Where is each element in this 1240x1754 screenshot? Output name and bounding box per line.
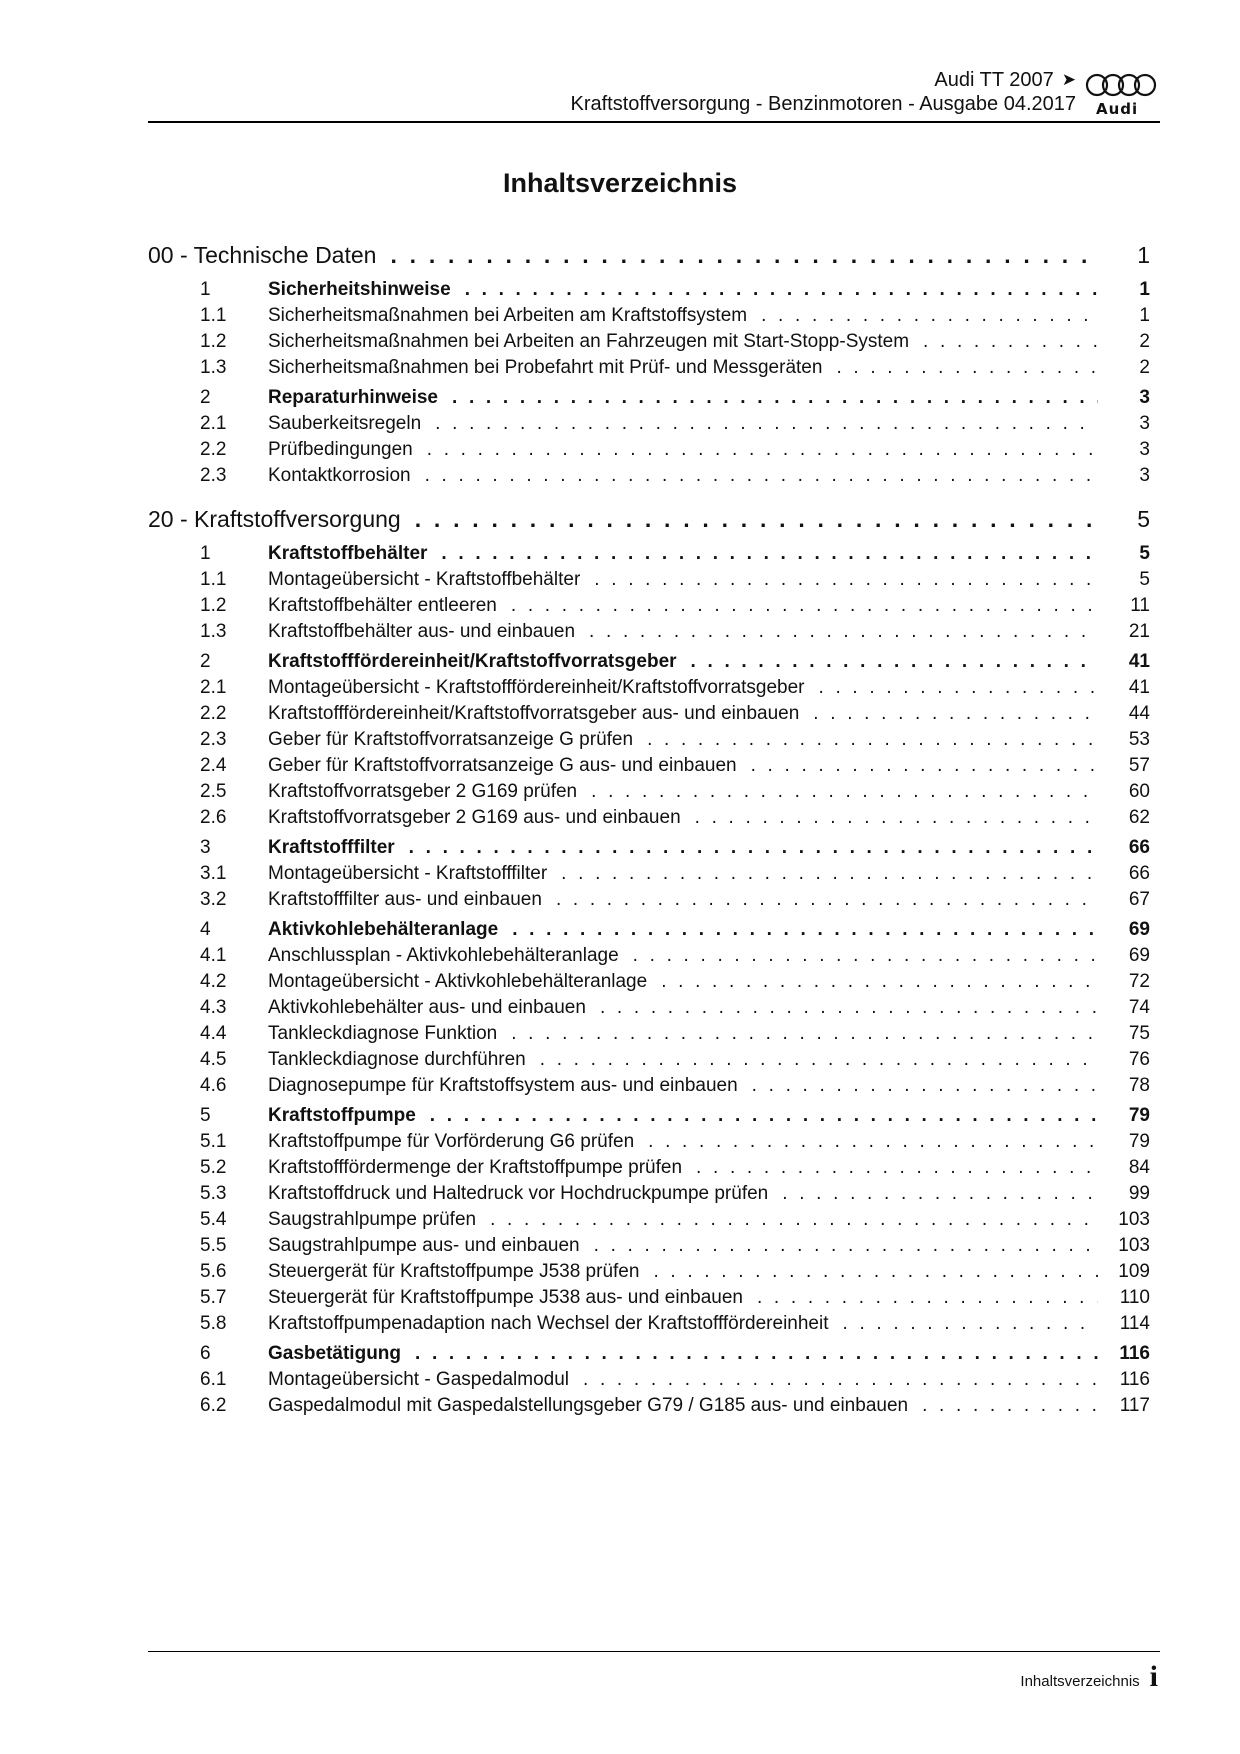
toc-subsection-entry[interactable] — [148, 437, 1150, 463]
toc-section-group — [148, 649, 1150, 831]
audi-rings-icon — [1084, 72, 1158, 100]
toc-entry-page: 1 — [1137, 242, 1150, 268]
dot-leader — [490, 1207, 1098, 1233]
toc-entry-page: 103 — [1118, 1235, 1150, 1256]
toc-entry-number: 2.1 — [200, 413, 227, 434]
toc-entry-number: 4.3 — [200, 997, 227, 1018]
toc-subsection-entry[interactable] — [148, 861, 1150, 887]
dot-leader — [752, 1073, 1098, 1099]
dot-leader — [465, 277, 1098, 303]
toc-entry-page: 62 — [1128, 807, 1150, 828]
toc-entry-page: 44 — [1128, 703, 1150, 724]
toc-subsection-entry[interactable] — [148, 1311, 1150, 1337]
toc-entry-title: Montageübersicht - Kraftstofffördereinheit/Kraftstoffvorratsgeber — [268, 677, 805, 698]
footer-page-number: i — [1149, 1660, 1158, 1693]
toc-entry-page: 53 — [1128, 729, 1150, 750]
toc-entry-number: 5 — [200, 1105, 211, 1126]
toc-entry-title: Montageübersicht - Gaspedalmodul — [268, 1369, 570, 1390]
toc-entry-number: 1 — [200, 543, 211, 564]
dot-leader — [695, 805, 1098, 831]
toc-entry-number: 1.2 — [200, 331, 227, 352]
footer-rule — [148, 1651, 1160, 1652]
toc-entry-title: Kraftstoffbehälter aus- und einbauen — [268, 621, 576, 642]
toc-section-entry[interactable] — [148, 835, 1150, 861]
toc-subsection-entry[interactable] — [148, 1129, 1150, 1155]
toc-entry-number: 2.3 — [200, 729, 227, 750]
toc-section-group — [148, 385, 1150, 489]
toc-entry-page: 66 — [1128, 837, 1150, 858]
dot-leader — [751, 753, 1098, 779]
toc-subsection-entry[interactable] — [148, 701, 1150, 727]
toc-entry-page: 11 — [1130, 595, 1150, 616]
toc-entry-title: Aktivkohlebehälter aus- und einbauen — [268, 997, 586, 1018]
toc-entry-page: 67 — [1128, 889, 1150, 910]
toc-entry-page: 79 — [1128, 1131, 1150, 1152]
footer-label: Inhaltsverzeichnis — [1020, 1673, 1140, 1690]
toc-entry-title: Saugstrahlpumpe prüfen — [268, 1209, 477, 1230]
toc-entry-title: Geber für Kraftstoffvorratsanzeige G aus- und einbauen — [268, 755, 737, 776]
dot-leader — [594, 567, 1098, 593]
toc-entry-number: 1.3 — [200, 621, 227, 642]
toc-entry-title: 20 - Kraftstoffversorgung — [148, 506, 401, 532]
toc-entry-title: Sicherheitsmaßnahmen bei Arbeiten an Fahrzeugen mit Start-Stopp-System — [268, 331, 910, 352]
toc-entry-title: Kontaktkorrosion — [268, 465, 411, 486]
toc-entry-title: Kraftstofffördereinheit/Kraftstoffvorratsgeber — [268, 651, 677, 672]
toc-subsection-entry[interactable] — [148, 463, 1150, 489]
toc-entry-title: Kraftstofffördereinheit/Kraftstoffvorratsgeber aus- und einbauen — [268, 703, 800, 724]
toc-entry-number: 4.2 — [200, 971, 227, 992]
dot-leader — [589, 619, 1098, 645]
dot-leader — [511, 593, 1098, 619]
toc-entry-page: 69 — [1128, 945, 1150, 966]
toc-entry-page: 110 — [1119, 1287, 1150, 1308]
toc-entry-title: Kraftstofffördermenge der Kraftstoffpumpe prüfen — [268, 1157, 683, 1178]
toc-entry-title: Aktivkohlebehälteranlage — [268, 919, 499, 940]
toc-chapter — [148, 501, 1150, 1419]
toc-entry-number: 2.2 — [200, 439, 227, 460]
toc-entry-number: 5.6 — [200, 1261, 227, 1282]
toc-entry-title: Sicherheitsmaßnahmen bei Arbeiten am Kraftstoffsystem — [268, 305, 748, 326]
toc-entry-number: 5.5 — [200, 1235, 227, 1256]
dot-leader — [782, 1181, 1098, 1207]
dot-leader — [540, 1047, 1098, 1073]
toc-entry-number: 5.4 — [200, 1209, 227, 1230]
toc-entry-title: Steuergerät für Kraftstoffpumpe J538 aus- und einbauen — [268, 1287, 743, 1308]
toc-entry-page: 103 — [1118, 1209, 1150, 1230]
dot-leader — [390, 237, 1098, 273]
toc-entry-page: 2 — [1139, 357, 1150, 378]
toc-entry-title: Prüfbedingungen — [268, 439, 413, 460]
toc-subsection-entry[interactable] — [148, 303, 1150, 329]
dot-leader — [409, 835, 1098, 861]
header-model: Audi TT 2007 — [934, 69, 1054, 91]
toc-entry-page: 2 — [1139, 331, 1150, 352]
toc-entry-page: 74 — [1128, 997, 1150, 1018]
toc-entry-title: Tankleckdiagnose durchführen — [268, 1049, 526, 1070]
toc-entry-page: 117 — [1119, 1395, 1150, 1416]
dot-leader — [435, 411, 1098, 437]
toc-entry-number: 2 — [200, 387, 211, 408]
toc-entry-title: Gasbetätigung — [268, 1343, 402, 1364]
toc-entry-page: 109 — [1118, 1261, 1150, 1282]
page-footer — [1020, 1660, 1158, 1694]
toc-entry-page: 72 — [1128, 971, 1150, 992]
toc-entry-title: Kraftstoffpumpenadaption nach Wechsel der Kraftstofffördereinheit — [268, 1313, 829, 1334]
toc-entry-page: 3 — [1139, 465, 1150, 486]
toc-chapter-entry[interactable] — [148, 237, 1150, 273]
header-subtitle: Kraftstoffversorgung - Benzinmotoren - Ausgabe 04.2017 — [570, 93, 1076, 115]
toc-subsection-entry[interactable] — [148, 943, 1150, 969]
toc-entry-title: Montageübersicht - Kraftstofffilter — [268, 863, 548, 884]
toc-entry-number: 5.1 — [200, 1131, 227, 1152]
dot-leader — [583, 1367, 1098, 1393]
toc-entry-number: 2.1 — [200, 677, 227, 698]
toc-entry-number: 5.2 — [200, 1157, 227, 1178]
dot-leader — [427, 437, 1098, 463]
toc-entry-number: 1.1 — [200, 569, 227, 590]
toc-entry-number: 3.2 — [200, 889, 227, 910]
dot-leader — [661, 969, 1098, 995]
audi-logo — [1084, 72, 1158, 118]
toc-entry-page: 79 — [1128, 1105, 1150, 1126]
audi-logo-text: Audi — [1096, 100, 1139, 118]
dot-leader — [415, 501, 1098, 537]
toc-entry-number: 4 — [200, 919, 211, 940]
toc-entry-page: 1 — [1139, 305, 1150, 326]
toc-entry-number: 4.4 — [200, 1023, 227, 1044]
toc-section-entry[interactable] — [148, 917, 1150, 943]
toc-subsection-entry[interactable] — [148, 969, 1150, 995]
toc-subsection-entry[interactable] — [148, 675, 1150, 701]
toc-entry-number: 1 — [200, 279, 211, 300]
toc-subsection-entry[interactable] — [148, 411, 1150, 437]
toc-subsection-entry[interactable] — [148, 779, 1150, 805]
toc-entry-title: Tankleckdiagnose Funktion — [268, 1023, 498, 1044]
dot-leader — [556, 887, 1098, 913]
toc-subsection-entry[interactable] — [148, 887, 1150, 913]
toc-subsection-entry[interactable] — [148, 1047, 1150, 1073]
toc-entry-title: Kraftstoffvorratsgeber 2 G169 aus- und einbauen — [268, 807, 681, 828]
dot-leader — [648, 1129, 1098, 1155]
dot-leader — [430, 1103, 1098, 1129]
toc-entry-page: 78 — [1128, 1075, 1150, 1096]
dot-leader — [819, 675, 1098, 701]
toc-entry-page: 99 — [1128, 1183, 1150, 1204]
toc-section-entry[interactable] — [148, 385, 1150, 411]
toc-entry-title: Geber für Kraftstoffvorratsanzeige G prüfen — [268, 729, 634, 750]
toc-subsection-entry[interactable] — [148, 805, 1150, 831]
toc-entry-page: 41 — [1128, 677, 1150, 698]
toc-entry-page: 116 — [1119, 1343, 1150, 1364]
toc-subsection-entry[interactable] — [148, 1233, 1150, 1259]
toc-entry-number: 1.2 — [200, 595, 227, 616]
toc-entry-page: 66 — [1128, 863, 1150, 884]
dot-leader — [761, 303, 1098, 329]
toc-entry-title: Sauberkeitsregeln — [268, 413, 422, 434]
toc-subsection-entry[interactable] — [148, 329, 1150, 355]
toc-entry-page: 3 — [1139, 413, 1150, 434]
toc-entry-page: 1 — [1139, 279, 1150, 300]
toc-entry-page: 75 — [1128, 1023, 1150, 1044]
toc-subsection-entry[interactable] — [148, 593, 1150, 619]
toc-subsection-entry[interactable] — [148, 753, 1150, 779]
toc-entry-page: 3 — [1139, 439, 1150, 460]
dot-leader — [594, 1233, 1098, 1259]
page-header — [148, 68, 1158, 124]
toc-entry-number: 3.1 — [200, 863, 227, 884]
toc-entry-title: 00 - Technische Daten — [148, 242, 377, 268]
toc-entry-number: 2.4 — [200, 755, 227, 776]
dot-leader — [923, 329, 1098, 355]
dot-leader — [757, 1285, 1098, 1311]
toc-entry-page: 84 — [1128, 1157, 1150, 1178]
toc-entry-number: 6 — [200, 1343, 211, 1364]
dot-leader — [415, 1341, 1098, 1367]
dot-leader — [653, 1259, 1098, 1285]
toc-entry-number: 6.2 — [200, 1395, 227, 1416]
toc-entry-number: 2.6 — [200, 807, 227, 828]
toc-entry-title: Kraftstoffvorratsgeber 2 G169 prüfen — [268, 781, 578, 802]
dot-leader — [843, 1311, 1099, 1337]
toc-chapter — [148, 237, 1150, 489]
table-of-contents — [148, 237, 1150, 1431]
toc-entry-title: Montageübersicht - Kraftstoffbehälter — [268, 569, 581, 590]
toc-entry-title: Reparaturhinweise — [268, 387, 438, 408]
toc-section-entry[interactable] — [148, 541, 1150, 567]
dot-leader — [561, 861, 1098, 887]
toc-subsection-entry[interactable] — [148, 1207, 1150, 1233]
toc-subsection-entry[interactable] — [148, 619, 1150, 645]
toc-section-entry[interactable] — [148, 1341, 1150, 1367]
toc-entry-number: 4.5 — [200, 1049, 227, 1070]
toc-entry-title: Saugstrahlpumpe aus- und einbauen — [268, 1235, 580, 1256]
toc-entry-title: Kraftstoffbehälter — [268, 543, 428, 564]
toc-entry-title: Gaspedalmodul mit Gaspedalstellungsgeber G79 / G185 aus- und einbauen — [268, 1395, 909, 1416]
toc-entry-title: Montageübersicht - Aktivkohlebehälteranlage — [268, 971, 648, 992]
toc-entry-number: 2.3 — [200, 465, 227, 486]
dot-leader — [813, 701, 1098, 727]
toc-section-group — [148, 1341, 1150, 1419]
dot-leader — [441, 541, 1098, 567]
toc-entry-page: 21 — [1128, 621, 1150, 642]
toc-entry-title: Diagnosepumpe für Kraftstoffsystem aus- und einbauen — [268, 1075, 738, 1096]
toc-entry-title: Kraftstoffbehälter entleeren — [268, 595, 497, 616]
toc-section-group — [148, 277, 1150, 381]
toc-subsection-entry[interactable] — [148, 1285, 1150, 1311]
toc-entry-number: 1.3 — [200, 357, 227, 378]
toc-entry-number: 2 — [200, 651, 211, 672]
toc-subsection-entry[interactable] — [148, 567, 1150, 593]
dot-leader — [696, 1155, 1098, 1181]
toc-entry-number: 5.8 — [200, 1313, 227, 1334]
dot-leader — [922, 1393, 1098, 1419]
toc-entry-number: 2.2 — [200, 703, 227, 724]
dot-leader — [512, 917, 1098, 943]
toc-entry-page: 69 — [1128, 919, 1150, 940]
toc-section-entry[interactable] — [148, 277, 1150, 303]
dot-leader — [691, 649, 1098, 675]
toc-subsection-entry[interactable] — [148, 355, 1150, 381]
toc-entry-number: 5.3 — [200, 1183, 227, 1204]
toc-entry-page: 116 — [1119, 1369, 1150, 1390]
toc-subsection-entry[interactable] — [148, 995, 1150, 1021]
dot-leader — [600, 995, 1098, 1021]
toc-entry-number: 2.5 — [200, 781, 227, 802]
toc-chapter-entry[interactable] — [148, 501, 1150, 537]
toc-entry-number: 5.7 — [200, 1287, 227, 1308]
dot-leader — [591, 779, 1098, 805]
header-rule — [148, 121, 1160, 123]
toc-entry-page: 60 — [1128, 781, 1150, 802]
toc-subsection-entry[interactable] — [148, 1259, 1150, 1285]
toc-entry-number: 6.1 — [200, 1369, 227, 1390]
dot-leader — [633, 943, 1098, 969]
toc-entry-page: 114 — [1119, 1313, 1150, 1334]
toc-entry-title: Kraftstoffpumpe für Vorförderung G6 prüfen — [268, 1131, 635, 1152]
toc-subsection-entry[interactable] — [148, 1393, 1150, 1419]
toc-section-group — [148, 835, 1150, 913]
dot-leader — [647, 727, 1098, 753]
toc-entry-title: Kraftstoffdruck und Haltedruck vor Hochdruckpumpe prüfen — [268, 1183, 769, 1204]
toc-entry-page: 76 — [1128, 1049, 1150, 1070]
arrow-right-icon: ➤ — [1061, 70, 1076, 89]
toc-entry-number: 4.1 — [200, 945, 227, 966]
dot-leader — [425, 463, 1098, 489]
toc-subsection-entry[interactable] — [148, 1073, 1150, 1099]
toc-section-group — [148, 541, 1150, 645]
toc-entry-number: 1.1 — [200, 305, 227, 326]
toc-entry-title: Kraftstoffpumpe — [268, 1105, 416, 1126]
toc-subsection-entry[interactable] — [148, 1181, 1150, 1207]
toc-subsection-entry[interactable] — [148, 1021, 1150, 1047]
toc-section-group — [148, 917, 1150, 1099]
header-text — [571, 68, 1077, 116]
toc-entry-title: Sicherheitsmaßnahmen bei Probefahrt mit Prüf- und Messgeräten — [268, 357, 823, 378]
page-title: Inhaltsverzeichnis — [502, 168, 738, 198]
toc-entry-number: 4.6 — [200, 1075, 227, 1096]
dot-leader — [836, 355, 1098, 381]
dot-leader — [511, 1021, 1098, 1047]
toc-section-entry[interactable] — [148, 1103, 1150, 1129]
toc-entry-title: Steuergerät für Kraftstoffpumpe J538 prüfen — [268, 1261, 640, 1282]
toc-entry-title: Sicherheitshinweise — [268, 279, 451, 300]
toc-section-group — [148, 1103, 1150, 1337]
toc-entry-page: 41 — [1128, 651, 1150, 672]
toc-entry-title: Kraftstofffilter — [268, 837, 395, 858]
toc-entry-page: 5 — [1139, 543, 1150, 564]
toc-entry-title: Kraftstofffilter aus- und einbauen — [268, 889, 542, 910]
toc-entry-page: 57 — [1128, 755, 1150, 776]
toc-entry-page: 5 — [1139, 569, 1150, 590]
toc-section-entry[interactable] — [148, 649, 1150, 675]
header-model-line — [571, 68, 1077, 92]
toc-entry-page: 5 — [1137, 506, 1150, 532]
dot-leader — [452, 385, 1098, 411]
toc-entry-page: 3 — [1139, 387, 1150, 408]
toc-subsection-entry[interactable] — [148, 1155, 1150, 1181]
toc-subsection-entry[interactable] — [148, 1367, 1150, 1393]
toc-subsection-entry[interactable] — [148, 727, 1150, 753]
toc-entry-number: 3 — [200, 837, 211, 858]
toc-entry-title: Anschlussplan - Aktivkohlebehälteranlage — [268, 945, 619, 966]
